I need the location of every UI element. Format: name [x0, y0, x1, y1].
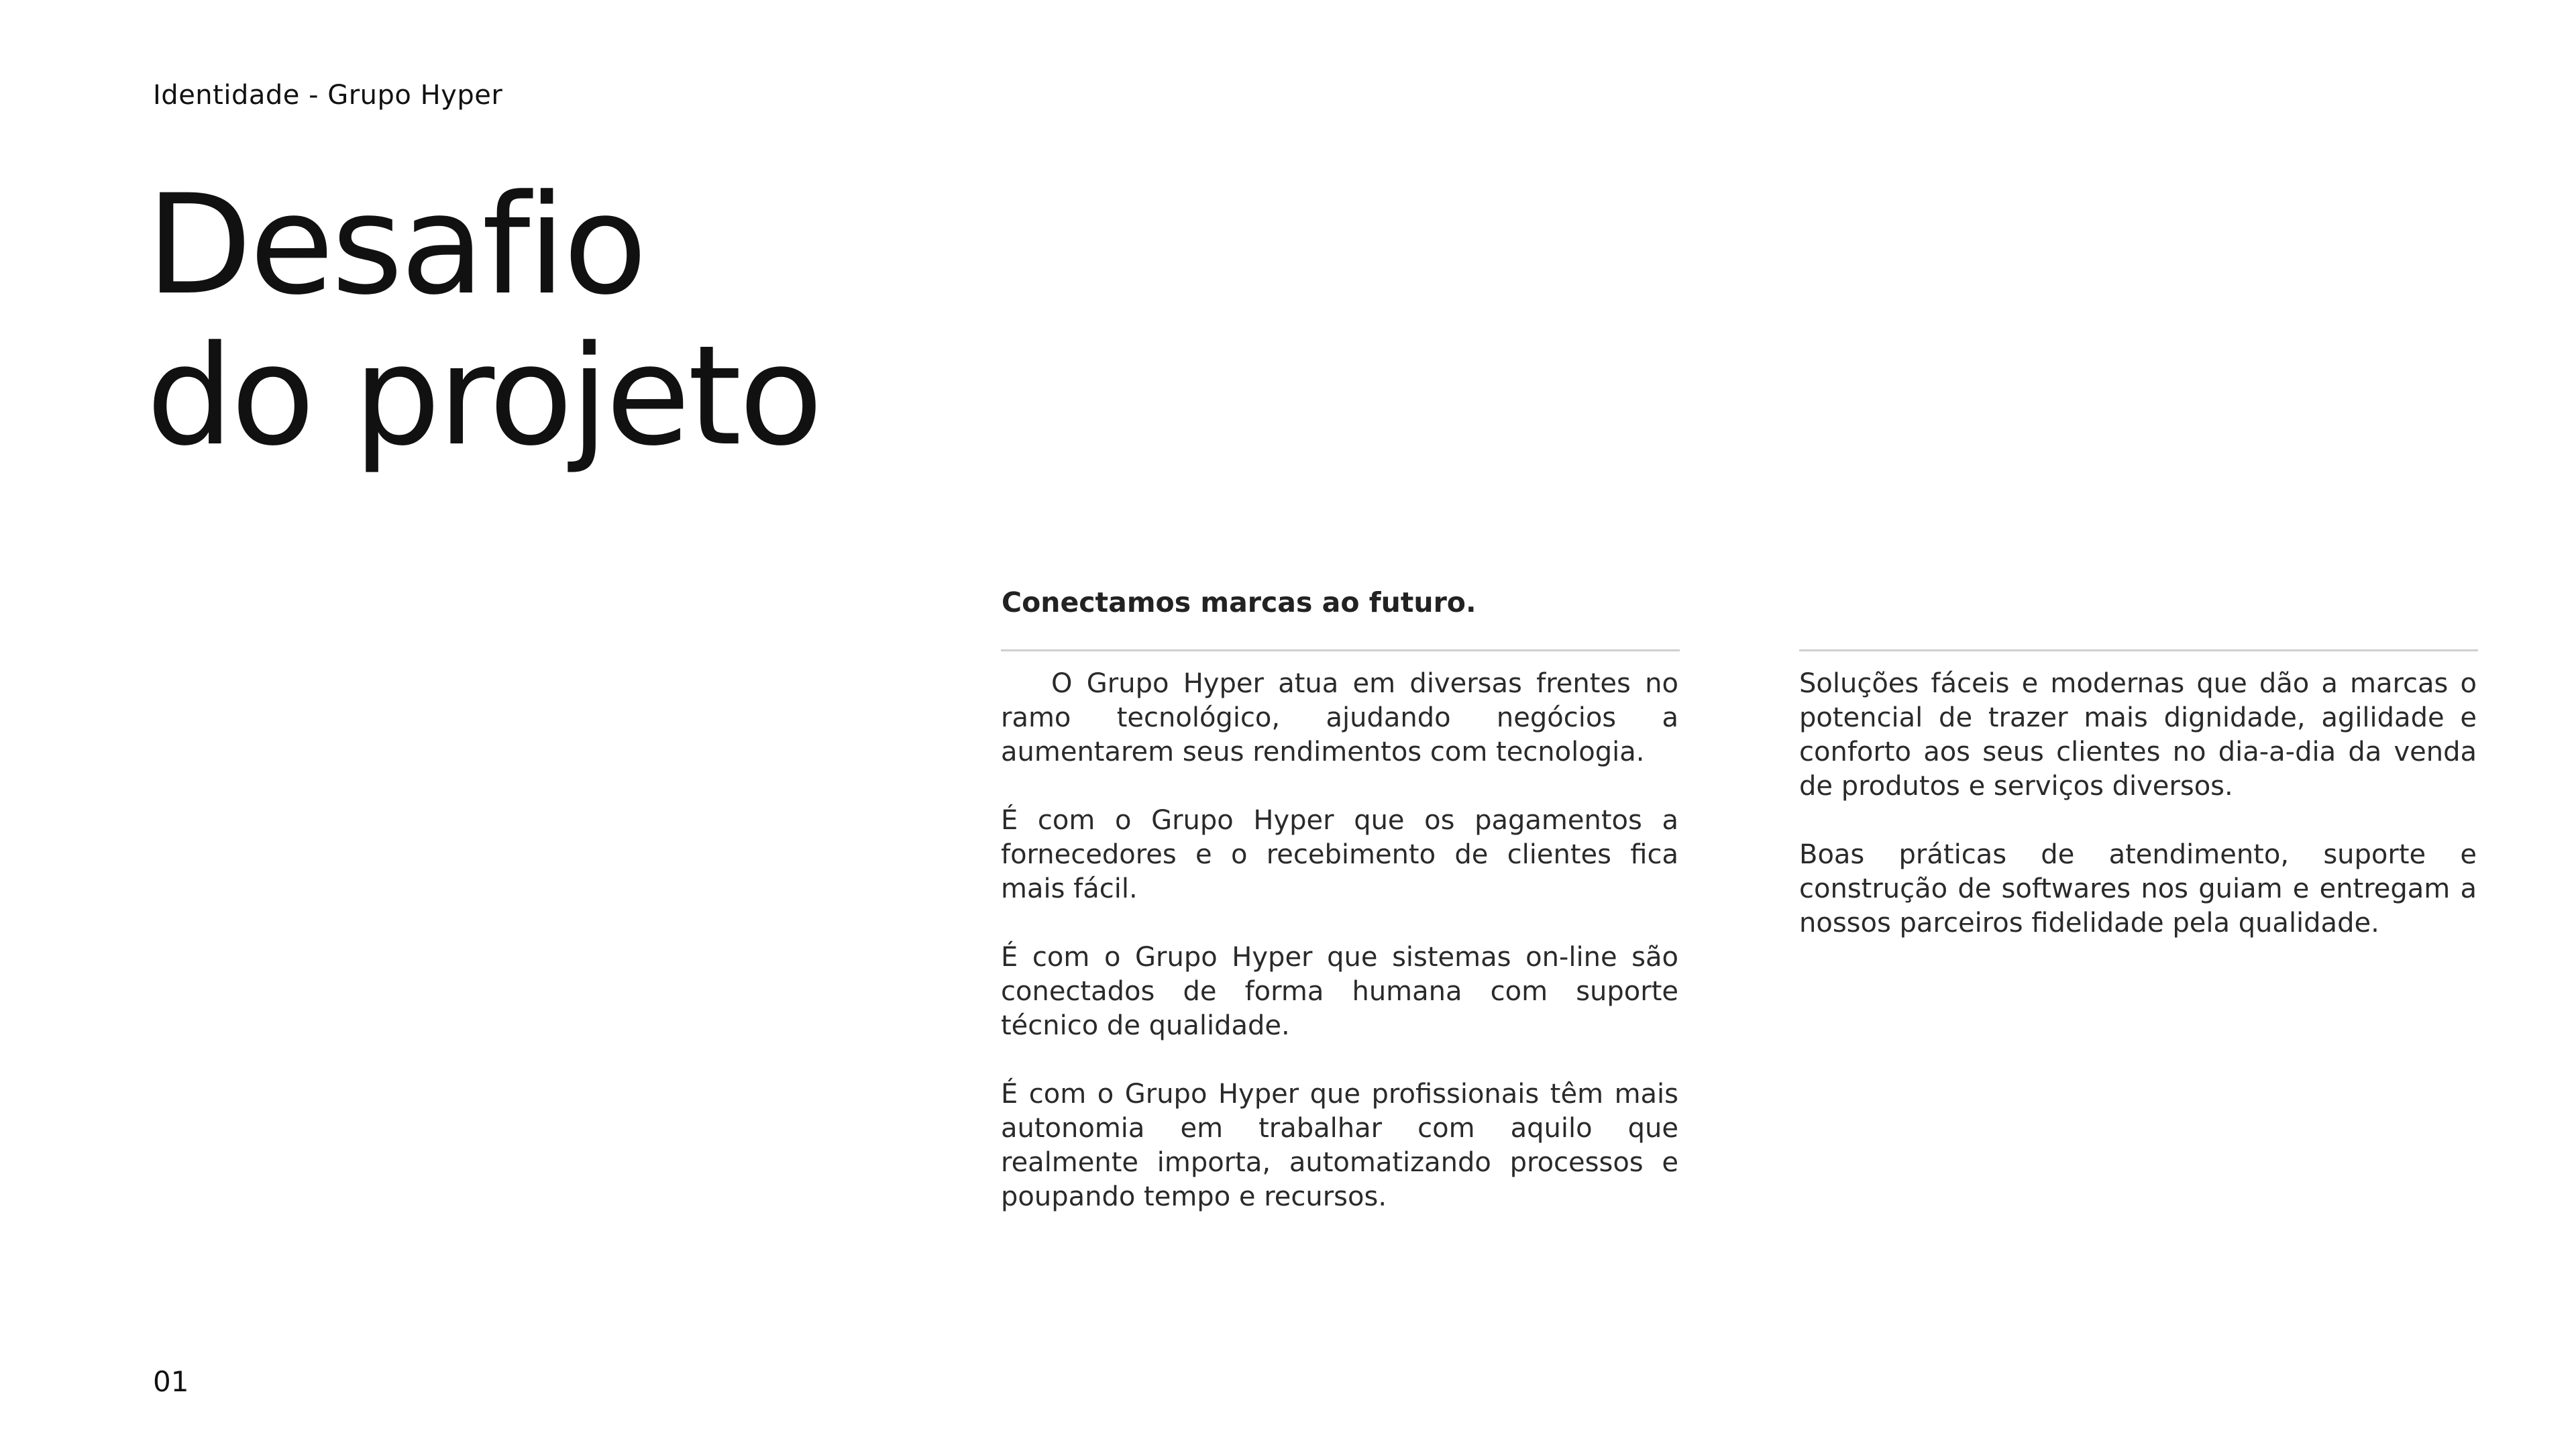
- paragraph: É com o Grupo Hyper que sistemas on-line são conectados de forma humana com suporte técnico de qualidade.: [1001, 942, 1678, 1041]
- page-title: [146, 166, 820, 476]
- tagline: Conectamos marcas ao futuro.: [1002, 586, 1477, 619]
- paragraph: O Grupo Hyper atua em diversas frentes no ramo tecnológico, ajudando negócios a aumentarem seus rendimentos com tecnologia.: [1001, 668, 1678, 767]
- text-column-left: [1001, 667, 1678, 1248]
- paragraph: Soluções fáceis e modernas que dão a marcas o potencial de trazer mais dignidade, agilidade e conforto aos seus clientes no dia-a-dia da venda de produtos e serviços diversos.: [1799, 668, 2477, 802]
- divider-left: [1001, 649, 1680, 651]
- document-header: Identidade - Grupo Hyper: [153, 80, 503, 111]
- paragraph: É com o Grupo Hyper que profissionais têm mais autonomia em trabalhar com aquilo que realmente importa, automatizando processos e poupando tempo e recursos.: [1001, 1079, 1678, 1212]
- page-title-line-2: do projeto: [146, 317, 820, 476]
- text-column-right: [1799, 667, 2477, 975]
- page-title-line-1: Desafio: [146, 166, 645, 325]
- paragraph: Boas práticas de atendimento, suporte e construção de softwares nos guiam e entregam a nossos parceiros fidelidade pela qualidade.: [1799, 839, 2477, 938]
- page-number: 01: [153, 1365, 189, 1398]
- divider-right: [1799, 649, 2478, 651]
- paragraph: É com o Grupo Hyper que os pagamentos a fornecedores e o recebimento de clientes fica mais fácil.: [1001, 805, 1678, 904]
